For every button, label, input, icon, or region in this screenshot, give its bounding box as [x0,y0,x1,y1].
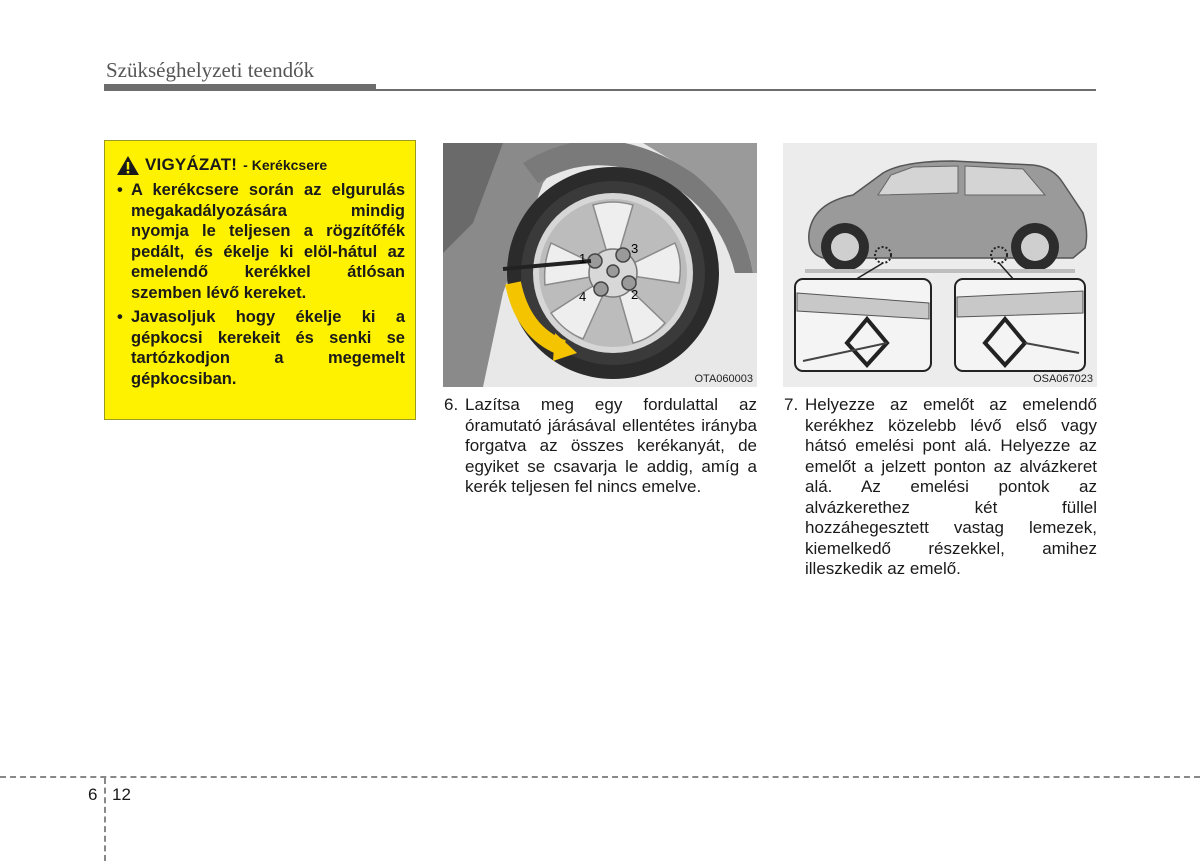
step-text: Lazítsa meg egy fordulattal az óramutató járásával ellentétes irányba forgatva az összes kerékanyát, de egyiket se csavarja le addig, amíg a kerék teljesen fel nincs emelve. [465,395,757,496]
caution-box [104,140,416,420]
caution-item: • A kerékcsere során az elgurulás megakadályozására mindig nyomja le teljesen a rögzítőfék pedált, és ékelje ki elöl-hátul az emelendő kerékkel átlósan szemben lévő kereket. [117,180,405,303]
chapter-number: 6 [88,785,98,804]
jack-points-figure [783,143,1097,387]
wheel-lug-nut-figure [443,143,757,387]
lug-label: 4 [579,289,587,304]
caution-header [117,155,405,175]
step-number: 6. [444,395,459,414]
step-7 [784,395,1097,580]
header-rule-thick [104,84,376,91]
step-number: 7. [784,395,799,414]
caution-item: • Javasoljuk hogy ékelje ki a gépkocsi kerekeit és senki se tartózkodjon a megemelt gépkocsiban. [117,307,405,389]
wheel-illustration [443,143,757,387]
header-rule [376,89,1096,91]
lug-label: 3 [631,241,639,256]
step-6 [444,395,757,498]
lug-label: 1 [579,251,587,266]
figure-code: OSA067023 [1033,373,1093,385]
figure-code: OTA060003 [694,373,753,385]
caution-list [117,180,405,389]
lug-label: 2 [631,287,639,302]
page-number: 12 [112,785,131,804]
warning-triangle-icon [117,156,139,175]
footer-divider [0,776,1200,778]
car-jack-illustration [783,143,1097,387]
caution-title: VIGYÁZAT! [145,155,238,174]
section-title: Szükséghelyzeti teendők [106,58,315,82]
step-text: Helyezze az emelőt az emelendő kerékhez közelebb lévő első vagy hátsó emelési pont alá. Helyezze az emelőt a jelzett ponton az alvázkeret alá. Az emelési pontok az alvázkerethez két füllel hozzáhegesztett vastag lemezek, kiemelkedő részekkel, amihez illeszkedik az emelő. [805,395,1097,578]
footer-margin-line [104,778,106,861]
caution-subtitle: - Kerékcsere [243,157,328,173]
